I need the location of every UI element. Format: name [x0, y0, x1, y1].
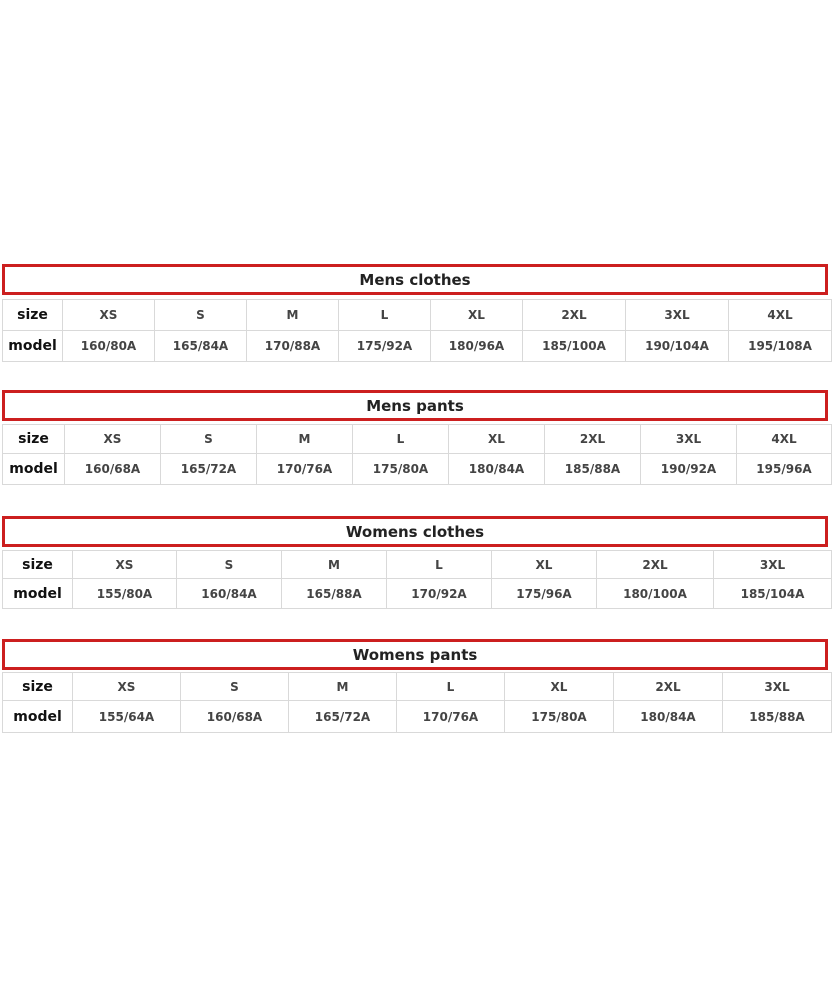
model-cell: 170/76A [257, 454, 353, 485]
size-cell: M [289, 673, 397, 701]
model-cell: 180/84A [614, 701, 723, 733]
size-row [3, 300, 832, 331]
size-row [3, 425, 832, 454]
size-table [2, 672, 832, 733]
row-label: model [3, 701, 73, 733]
size-cell: 4XL [737, 425, 832, 454]
model-cell: 195/108A [729, 331, 832, 362]
size-cell: 2XL [614, 673, 723, 701]
model-cell: 160/68A [181, 701, 289, 733]
row-label: size [3, 300, 63, 331]
section-title: Mens pants [2, 390, 828, 421]
model-cell: 160/84A [177, 579, 282, 609]
row-label: size [3, 425, 65, 454]
size-table [2, 550, 832, 609]
size-row [3, 673, 832, 701]
size-cell: S [181, 673, 289, 701]
model-cell: 155/80A [73, 579, 177, 609]
model-cell: 165/72A [289, 701, 397, 733]
section-title: Womens pants [2, 639, 828, 670]
model-cell: 160/68A [65, 454, 161, 485]
size-cell: 4XL [729, 300, 832, 331]
row-label: model [3, 331, 63, 362]
size-cell: 3XL [714, 551, 832, 579]
model-row [3, 331, 832, 362]
size-cell: L [339, 300, 431, 331]
size-cell: S [155, 300, 247, 331]
model-cell: 195/96A [737, 454, 832, 485]
size-cell: 3XL [626, 300, 729, 331]
model-cell: 160/80A [63, 331, 155, 362]
model-row [3, 579, 832, 609]
size-cell: XS [63, 300, 155, 331]
size-cell: XL [449, 425, 545, 454]
section-title: Mens clothes [2, 264, 828, 295]
size-cell: M [257, 425, 353, 454]
size-cell: S [161, 425, 257, 454]
model-cell: 180/100A [597, 579, 714, 609]
model-cell: 190/92A [641, 454, 737, 485]
size-cell: 2XL [597, 551, 714, 579]
size-cell: 3XL [723, 673, 832, 701]
model-cell: 165/88A [282, 579, 387, 609]
model-cell: 185/88A [545, 454, 641, 485]
model-row [3, 454, 832, 485]
model-cell: 170/92A [387, 579, 492, 609]
model-cell: 155/64A [73, 701, 181, 733]
model-cell: 165/72A [161, 454, 257, 485]
size-cell: L [387, 551, 492, 579]
model-row [3, 701, 832, 733]
model-cell: 165/84A [155, 331, 247, 362]
model-cell: 185/88A [723, 701, 832, 733]
size-cell: XS [73, 551, 177, 579]
model-cell: 170/88A [247, 331, 339, 362]
size-cell: XL [431, 300, 523, 331]
model-cell: 175/80A [505, 701, 614, 733]
size-cell: M [282, 551, 387, 579]
size-row [3, 551, 832, 579]
size-table [2, 299, 832, 362]
size-cell: 2XL [545, 425, 641, 454]
size-table [2, 424, 832, 485]
row-label: size [3, 673, 73, 701]
size-cell: 3XL [641, 425, 737, 454]
size-cell: S [177, 551, 282, 579]
row-label: model [3, 454, 65, 485]
model-cell: 180/96A [431, 331, 523, 362]
model-cell: 185/100A [523, 331, 626, 362]
size-cell: XL [492, 551, 597, 579]
size-cell: XS [65, 425, 161, 454]
row-label: size [3, 551, 73, 579]
size-cell: XS [73, 673, 181, 701]
section-title: Womens clothes [2, 516, 828, 547]
model-cell: 175/80A [353, 454, 449, 485]
size-cell: L [353, 425, 449, 454]
size-cell: M [247, 300, 339, 331]
size-cell: 2XL [523, 300, 626, 331]
model-cell: 185/104A [714, 579, 832, 609]
size-cell: XL [505, 673, 614, 701]
row-label: model [3, 579, 73, 609]
model-cell: 175/92A [339, 331, 431, 362]
size-cell: L [397, 673, 505, 701]
model-cell: 180/84A [449, 454, 545, 485]
model-cell: 175/96A [492, 579, 597, 609]
model-cell: 190/104A [626, 331, 729, 362]
model-cell: 170/76A [397, 701, 505, 733]
